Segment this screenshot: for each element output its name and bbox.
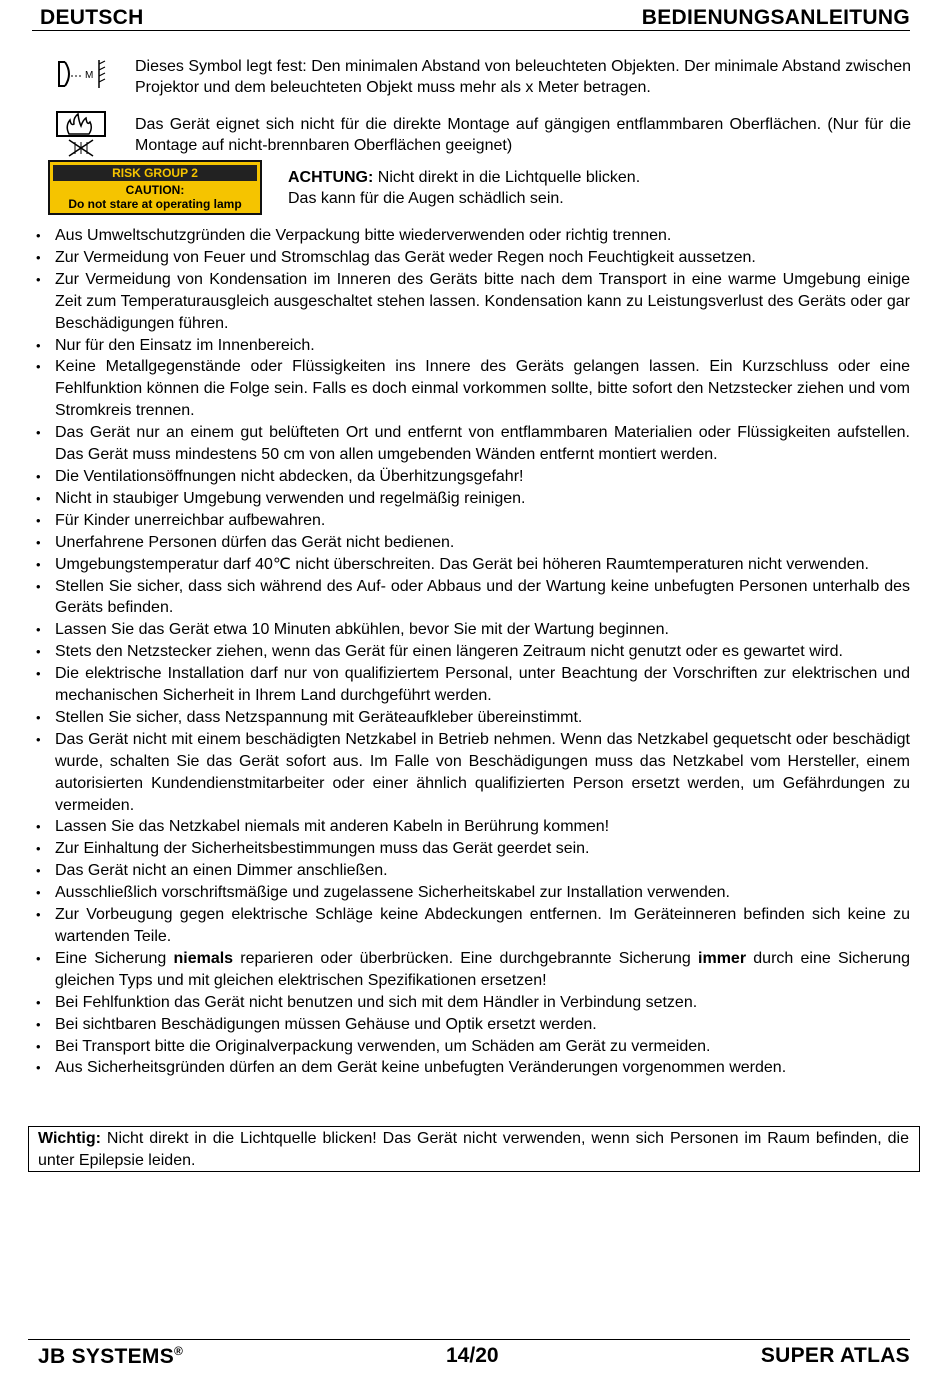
- page-number: 14/20: [446, 1344, 499, 1367]
- list-item: • Das Gerät nicht an einen Dimmer anschließen.: [30, 860, 910, 882]
- page-footer: [28, 1339, 910, 1370]
- list-item: • Das Gerät nicht mit einem beschädigten Netzkabel in Betrieb nehmen. Wenn das Netzkabel gequetscht oder beschädigt wurde, schalten Sie das Gerät sofort aus. Im Falle von Beschädigungen muss das Netzkabel vom Hersteller, einem autorisierten Kundendienstmitarbeiter oder einer ähnlich qualifizierten Person ersetzt werden, um Gefährdungen zu vermeiden.: [30, 729, 910, 817]
- list-item: • Das Gerät nur an einem gut belüfteten Ort und entfernt von entflammbaren Materialien oder Flüssigkeiten aufstellen. Das Gerät muss mindestens 50 cm von allen umgebenden Wänden entfernt montiert werden.: [30, 422, 910, 466]
- list-item: • Die Ventilationsöffnungen nicht abdecken, da Überhitzungsgefahr!: [30, 466, 910, 488]
- fuse-bold-always: immer: [698, 949, 747, 967]
- registered-mark: ®: [174, 1344, 184, 1358]
- list-item: • Stellen Sie sicher, dass Netzspannung mit Geräteaufkleber übereinstimmt.: [30, 707, 910, 729]
- warning-line-1: Nicht direkt in die Lichtquelle blicken.: [373, 169, 641, 186]
- list-item: • Bei sichtbaren Beschädigungen müssen Gehäuse und Optik ersetzt werden.: [30, 1014, 910, 1036]
- list-item: • Bei Transport bitte die Originalverpackung verwenden, um Schäden am Gerät zu vermeiden.: [30, 1036, 910, 1058]
- header-language: DEUTSCH: [40, 6, 144, 29]
- list-item: • Für Kinder unerreichbar aufbewahren.: [30, 510, 910, 532]
- list-item: • Aus Umweltschutzgründen die Verpackung bitte wiederverwenden oder richtig trennen.: [30, 225, 910, 247]
- safety-list: [30, 225, 910, 1079]
- risk-message: Do not stare at operating lamp: [68, 197, 242, 211]
- list-item: • Zur Vorbeugung gegen elektrische Schläge keine Abdeckungen entfernen. Im Geräteinneren befinden sich keine zu wartenden Teile.: [30, 904, 910, 948]
- list-item: • Stets den Netzstecker ziehen, wenn das Gerät für einen längeren Zeitraum nicht genutzt oder es gewartet wird.: [30, 641, 910, 663]
- risk-group-label: [48, 160, 262, 215]
- list-item: • Aus Sicherheitsgründen dürfen an dem Gerät keine unbefugten Veränderungen vorgenommen werden.: [30, 1057, 910, 1079]
- warning-text: [288, 167, 640, 209]
- min-distance-text: Dieses Symbol legt fest: Den minimalen Abstand von beleuchteten Objekten. Der minimale Abstand zwischen Projektor und dem beleuchteten Objekt muss mehr als x Meter betragen.: [135, 58, 911, 96]
- list-item: • Die elektrische Installation darf nur von qualifiziertem Personal, unter Beachtung der Vorschriften zur elektrischen und mechanischen Sicherheit in Ihrem Land durchgeführt werden.: [30, 663, 910, 707]
- list-item: • Unerfahrene Personen dürfen das Gerät nicht bedienen.: [30, 532, 910, 554]
- no-flammable-surface-icon: [55, 108, 107, 158]
- list-item: • Lassen Sie das Netzkabel niemals mit anderen Kabeln in Berührung kommen!: [30, 816, 910, 838]
- fuse-text-3: durch eine Sicherung gleichen Typs und mit gleichen elektrischen Spezifikationen ersetzen!: [55, 949, 911, 989]
- footer-brand: [38, 1344, 183, 1369]
- header-doc-type: BEDIENUNGSANLEITUNG: [641, 6, 910, 29]
- list-item: • Nur für den Einsatz im Innenbereich.: [30, 335, 910, 357]
- list-item: • Zur Einhaltung der Sicherheitsbestimmungen muss das Gerät geerdet sein.: [30, 838, 910, 860]
- warning-line-2: Das kann für die Augen schädlich sein.: [288, 190, 564, 207]
- notice-text: Nicht direkt in die Lichtquelle blicken! Das Gerät nicht verwenden, wenn sich Personen im Raum befinden, die unter Epilepsie leiden.: [38, 1130, 909, 1169]
- min-distance-icon-label: M: [85, 70, 94, 81]
- list-item: • Ausschließlich vorschriftsmäßige und zugelassene Sicherheitskabel zur Installation verwenden.: [30, 882, 910, 904]
- footer-brand-name: JB SYSTEMS: [38, 1345, 175, 1368]
- fuse-text-1: Eine Sicherung: [55, 949, 174, 967]
- list-item: • Zur Vermeidung von Feuer und Stromschlag das Gerät weder Regen noch Feuchtigkeit aussetzen.: [30, 247, 910, 269]
- fuse-bold-never: niemals: [173, 949, 234, 967]
- list-item: • Bei Fehlfunktion das Gerät nicht benutzen und sich mit dem Händler in Verbindung setzen.: [30, 992, 910, 1014]
- risk-caution: CAUTION:: [125, 183, 185, 197]
- risk-group-title: RISK GROUP 2: [53, 165, 257, 181]
- min-distance-icon: [55, 56, 111, 92]
- footer-product: SUPER ATLAS: [760, 1344, 910, 1367]
- list-item: • Zur Vermeidung von Kondensation im Inneren des Geräts bitte nach dem Transport in eine warme Umgebung einige Zeit zum Temperaturausgleich ausgeschaltet stehen lassen. Kondensation kann zu Leistungsverlust des Geräts oder gar Beschädigungen führen.: [30, 269, 910, 335]
- fuse-text-2: reparieren oder überbrücken. Eine durchgebrannte Sicherung: [233, 949, 699, 967]
- warning-label: ACHTUNG:: [288, 169, 374, 186]
- list-item: • Lassen Sie das Gerät etwa 10 Minuten abkühlen, bevor Sie mit der Wartung beginnen.: [30, 619, 910, 641]
- list-item: • Umgebungstemperatur darf 40℃ nicht überschreiten. Das Gerät bei höheren Raumtemperaturen nicht verwenden.: [30, 554, 910, 576]
- list-item-fuse: [30, 948, 910, 992]
- notice-label: Wichtig:: [38, 1130, 101, 1147]
- page-header: [32, 4, 910, 31]
- list-item: • Stellen Sie sicher, dass sich während des Auf- oder Abbaus und der Wartung keine unbefugten Personen unterhalb des Geräts befinden.: [30, 576, 910, 620]
- list-item: • Keine Metallgegenstände oder Flüssigkeiten ins Innere des Geräts gelangen lassen. Ein Kurzschluss oder eine Fehlfunktion können die Folge sein. Falls es doch einmal vorkommen sollte, bitte sofort den Netzstecker ziehen und vom Stromkreis trennen.: [30, 356, 910, 422]
- important-notice-box: [28, 1126, 920, 1172]
- flammable-surface-text: Das Gerät eignet sich nicht für die direkte Montage auf gängigen entflammbaren Oberflächen. (Nur für die Montage auf nicht-brennbaren Oberflächen geeignet): [135, 116, 911, 154]
- list-item: • Nicht in staubiger Umgebung verwenden und regelmäßig reinigen.: [30, 488, 910, 510]
